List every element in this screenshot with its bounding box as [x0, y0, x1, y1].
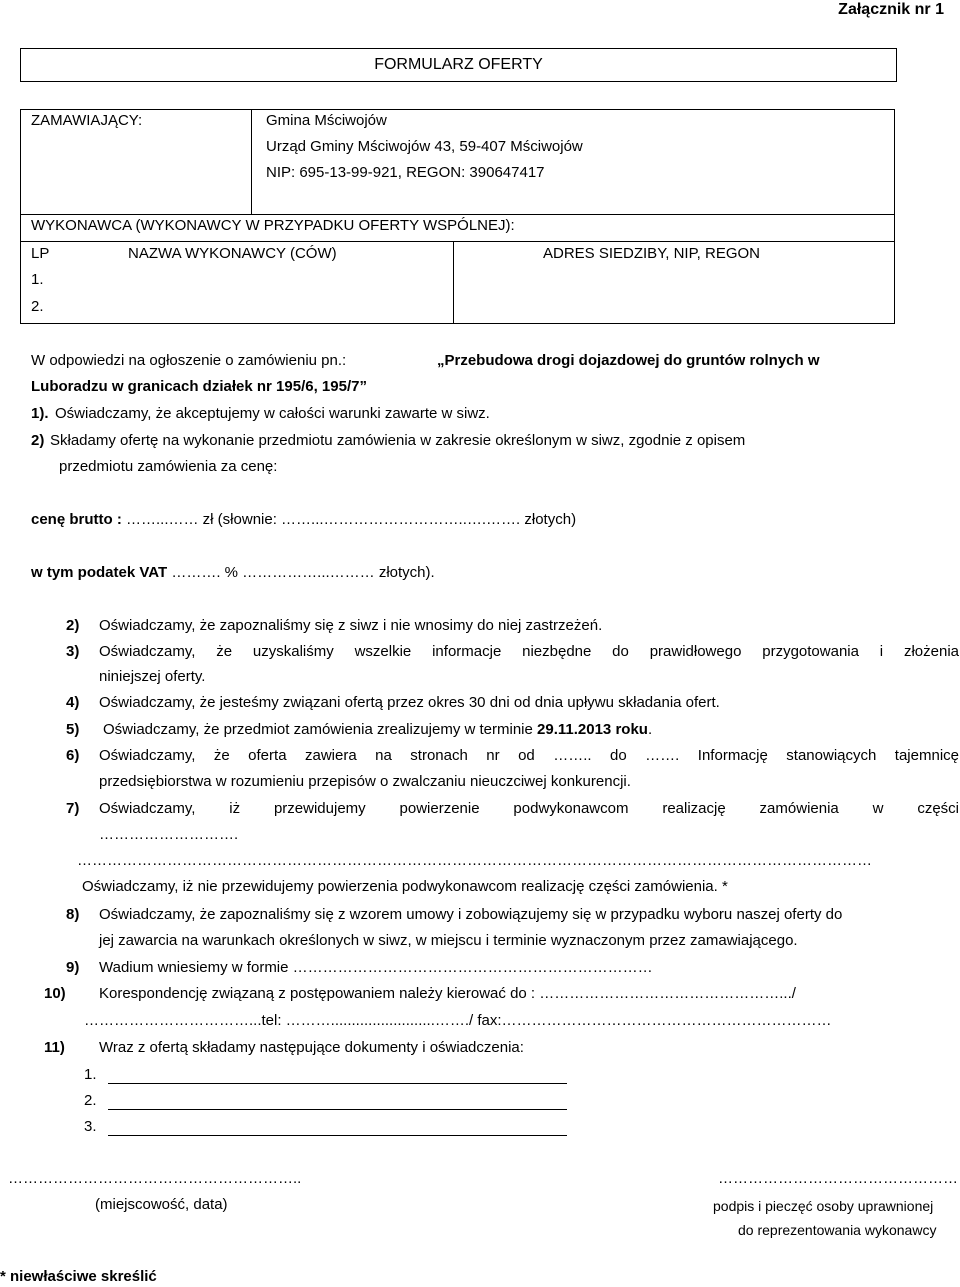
- footnote: * niewłaściwe skreślić: [0, 1268, 157, 1285]
- doc-1-line: [108, 1083, 567, 1084]
- contact-line: ……………………………...tel: ……….........................……./ fax:…………………………………………………………: [84, 1012, 832, 1029]
- doc-3-num: 3.: [84, 1118, 97, 1135]
- decl-5-date: 29.11.2013 roku: [537, 721, 648, 738]
- signature-dots: …………………………………………: [718, 1170, 958, 1187]
- decl-6-line1: Oświadczamy, że oferta zawiera na stronach nr od …….. do ……. Informację stanowiących tajemnicę: [99, 747, 959, 764]
- decl-10-text: Korespondencję związaną z postępowaniem należy kierować do : ………………………………………….../: [99, 985, 796, 1002]
- price-vat-row: [31, 564, 435, 581]
- decl-2-num: 2): [66, 617, 80, 634]
- form-title: FORMULARZ OFERTY: [374, 56, 543, 73]
- intro-prefix: W odpowiedzi na ogłoszenie o zamówieniu pn.:: [31, 352, 347, 369]
- signature-label-line2: do reprezentowania wykonawcy: [738, 1222, 937, 1238]
- decl-3-line1: Oświadczamy, że uzyskaliśmy wszelkie informacje niezbędne do prawidłowego przygotowania i złożenia: [99, 643, 959, 660]
- continuation-dots: ……………………………………………………………………………………………………………………………………………: [77, 852, 872, 869]
- item2-line1: Składamy ofertę na wykonanie przedmiotu zamówienia w zakresie określonym w siwz, zgodnie z opisem: [50, 432, 746, 449]
- decl-8-num: 8): [66, 906, 80, 923]
- decl-10-num: 10): [44, 985, 66, 1002]
- ordering-party-address: Urząd Gminy Mściwojów 43, 59-407 Mściwojów: [266, 138, 583, 155]
- doc-2-num: 2.: [84, 1092, 97, 1109]
- attachment-label: Załącznik nr 1: [838, 1, 944, 18]
- contractor-row-2: 2.: [31, 298, 44, 315]
- decl-8-line1: Oświadczamy, że zapoznaliśmy się z wzorem umowy i zobowiązujemy się w przypadku wyboru naszej oferty do: [99, 906, 843, 923]
- decl-7-line2: ……………………….: [99, 826, 239, 843]
- price-gross-row: [31, 511, 576, 528]
- item11-num: 11): [44, 1039, 65, 1056]
- doc-2-line: [108, 1109, 567, 1110]
- decl-7-num: 7): [66, 800, 80, 817]
- decl-9-text: Wadium wniesiemy w formie ………………………………………………………………: [99, 959, 653, 976]
- item11-text: Wraz z ofertą składamy następujące dokumenty i oświadczenia:: [99, 1039, 524, 1056]
- contractor-row-1: 1.: [31, 271, 44, 288]
- col-lp: LP: [31, 245, 50, 262]
- col-contractor-name: NAZWA WYKONAWCY (CÓW): [128, 245, 337, 262]
- no-subcontract-text: Oświadczamy, iż nie przewidujemy powierzenia podwykonawcom realizację części zamówienia. *: [82, 878, 728, 895]
- decl-5-row: Oświadczamy, że przedmiot zamówienia zrealizujemy w terminie 29.11.2013 roku.: [103, 721, 653, 738]
- item1-text: Oświadczamy, że akceptujemy w całości warunki zawarte w siwz.: [55, 405, 490, 422]
- price-vat-fill: ………. % ……………...……… złotych).: [171, 564, 435, 581]
- decl-2-text: Oświadczamy, że zapoznaliśmy się z siwz i nie wnosimy do niej zastrzeżeń.: [99, 617, 603, 634]
- contractor-header: WYKONAWCA (WYKONAWCY W PRZYPADKU OFERTY WSPÓLNEJ):: [31, 217, 515, 234]
- decl-6-line2: przedsiębiorstwa w rozumieniu przepisów o zwalczaniu nieuczciwej konkurencji.: [99, 773, 631, 790]
- doc-1-num: 1.: [84, 1066, 97, 1083]
- decl-4-text: Oświadczamy, że jesteśmy związani ofertą przez okres 30 dni od dnia upływu składania ofert.: [99, 694, 720, 711]
- col-contractor-address: ADRES SIEDZIBY, NIP, REGON: [543, 245, 761, 262]
- ordering-party-name: Gmina Mściwojów: [266, 112, 387, 129]
- place-date-dots: …………………………………………………..: [8, 1170, 302, 1187]
- decl-5-text: Oświadczamy, że przedmiot zamówienia zrealizujemy w terminie: [103, 721, 533, 738]
- intro-title-line1: „Przebudowa drogi dojazdowej do gruntów rolnych w: [437, 352, 820, 369]
- doc-3-line: [108, 1135, 567, 1136]
- ordering-party-ids: NIP: 695-13-99-921, REGON: 390647417: [266, 164, 545, 181]
- item1-num: 1).: [31, 405, 49, 422]
- decl-6-num: 6): [66, 747, 80, 764]
- intro-title-line2: Luboradzu w granicach działek nr 195/6, 195/7”: [31, 378, 367, 395]
- place-date-label: (miejscowość, data): [95, 1196, 228, 1213]
- ordering-party-label: ZAMAWIAJĄCY:: [31, 112, 143, 129]
- signature-label-line1: podpis i pieczęć osoby uprawnionej: [713, 1198, 934, 1214]
- decl-5-num: 5): [66, 721, 80, 738]
- price-gross-label: cenę brutto :: [31, 511, 122, 528]
- decl-3-line2: niniejszej oferty.: [99, 668, 206, 685]
- decl-8-line2: jej zawarcia na warunkach określonych w siwz, w miejscu i terminie wyznaczonym przez zamawiającego.: [99, 932, 798, 949]
- price-vat-label: w tym podatek VAT: [31, 564, 168, 581]
- decl-3-num: 3): [66, 643, 80, 660]
- item2-line2: przedmiotu zamówienia za cenę:: [59, 458, 278, 475]
- price-gross-fill: ……...…… zł (słownie: ……...………………………..….……. złotych): [126, 511, 577, 528]
- decl-7-line1: Oświadczamy, iż przewidujemy powierzenie podwykonawcom realizację zamówienia w części: [99, 800, 959, 817]
- decl-4-num: 4): [66, 694, 80, 711]
- item2-num: 2): [31, 432, 45, 449]
- form-title-box: [20, 48, 897, 82]
- decl-9-num: 9): [66, 959, 80, 976]
